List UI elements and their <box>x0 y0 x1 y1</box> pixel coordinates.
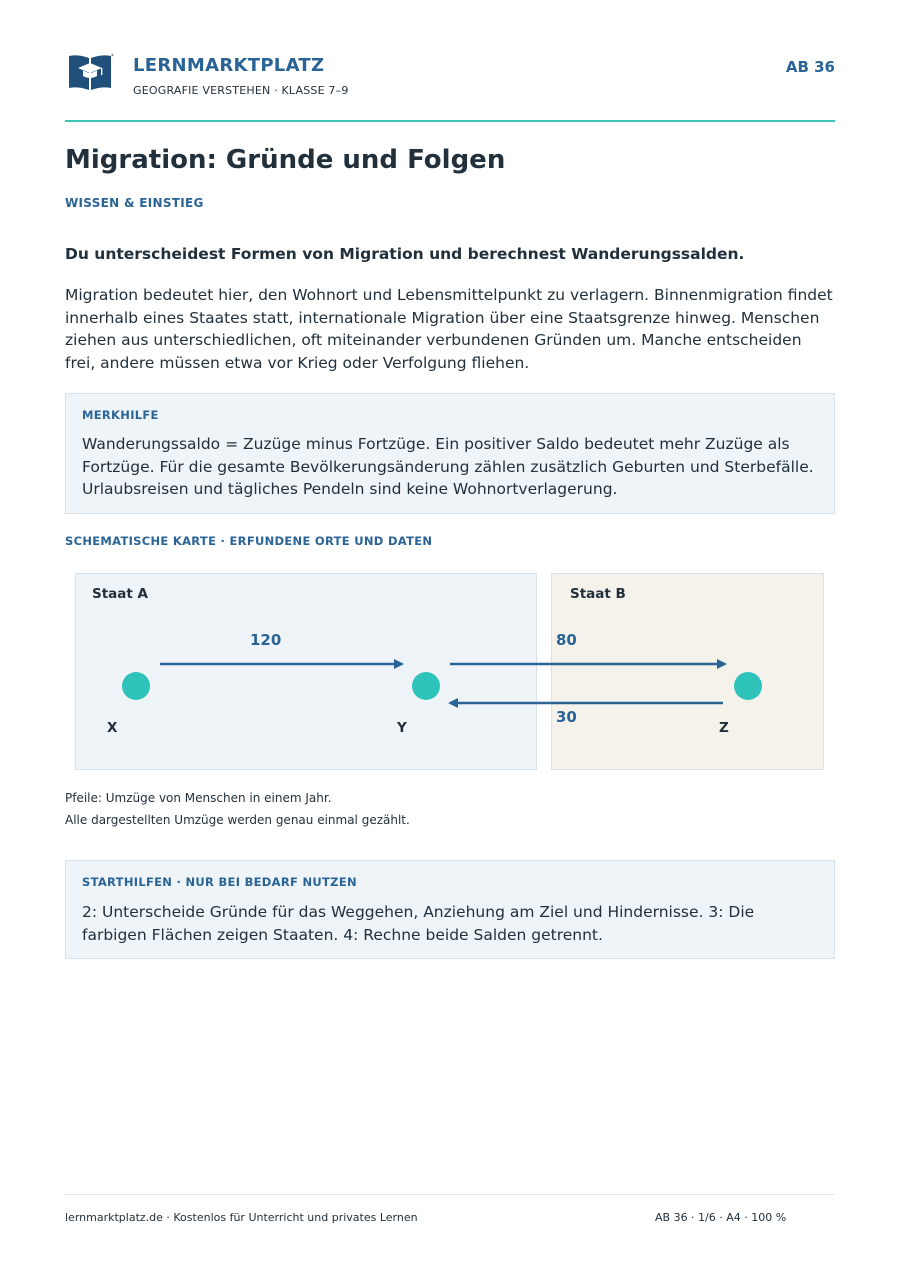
place-marker-x <box>122 672 150 700</box>
sheet-number: AB 36 <box>785 58 835 76</box>
place-label-x: X <box>107 720 118 736</box>
help-label: STARTHILFEN · NUR BEI BEDARF NUTZEN <box>82 875 357 889</box>
page-title: Migration: Gründe und Folgen <box>65 145 506 175</box>
hint-box <box>65 393 835 514</box>
header-divider <box>65 120 835 122</box>
map-legend-arrows: Pfeile: Umzüge von Menschen in einem Jahr. <box>65 791 332 805</box>
book-graduation-cap-icon <box>66 52 114 92</box>
place-marker-z <box>734 672 762 700</box>
footer-divider <box>65 1194 835 1195</box>
schematic-map <box>65 560 835 780</box>
flow-value-x-y: 120 <box>250 631 282 649</box>
place-label-z: Z <box>719 720 729 736</box>
help-box <box>65 860 835 959</box>
flow-value-z-y: 30 <box>556 708 577 726</box>
footer-page-info: AB 36 · 1/6 · A4 · 100 % <box>655 1211 787 1224</box>
state-label-b: Staat B <box>570 586 626 602</box>
state-label-a: Staat A <box>92 586 148 602</box>
learning-goal: Du unterscheidest Formen von Migration und berechnest Wanderungssalden. <box>65 245 745 263</box>
hint-text: Wanderungssaldo = Zuzüge minus Fortzüge. Ein positiver Saldo bedeutet mehr Zuzüge als Fortzüge. Für die gesamte Bevölkerungsänderung zählen zusätzlich Geburten und Sterbefälle. Urlaubsreisen und tägliches Pendeln sind keine Wohnortverlagerung. <box>82 435 814 499</box>
brand-subtitle: GEOGRAFIE VERSTEHEN · KLASSE 7–9 <box>133 84 349 97</box>
state-area-b <box>552 574 824 770</box>
place-marker-y <box>412 672 440 700</box>
help-text: 2: Unterscheide Gründe für das Weggehen, Anziehung am Ziel und Hindernisse. 3: Die farbigen Flächen zeigen Staaten. 4: Rechne beide Salden getrennt. <box>82 903 755 944</box>
footer-site-info: lernmarktplatz.de · Kostenlos für Unterricht und privates Lernen <box>65 1211 418 1224</box>
intro-paragraph: Migration bedeutet hier, den Wohnort und Lebensmittelpunkt zu verlagern. Binnenmigration findet innerhalb eines Staates statt, internationale Migration über eine Staatsgrenze hinweg. Menschen ziehen aus unterschiedlichen, oft miteinander verbundenen Gründen um. Manche entscheiden frei, andere müssen etwa vor Krieg oder Verfolgung fliehen. <box>65 286 833 373</box>
map-caption: SCHEMATISCHE KARTE · ERFUNDENE ORTE UND DATEN <box>65 534 433 548</box>
map-legend-counting: Alle dargestellten Umzüge werden genau einmal gezählt. <box>65 813 410 827</box>
flow-value-y-z: 80 <box>556 631 577 649</box>
state-area-a <box>76 574 537 770</box>
brand-name: LERNMARKTPLATZ <box>133 55 325 76</box>
hint-label: MERKHILFE <box>82 408 159 422</box>
section-tag: WISSEN & EINSTIEG <box>65 196 204 210</box>
place-label-y: Y <box>397 720 407 736</box>
